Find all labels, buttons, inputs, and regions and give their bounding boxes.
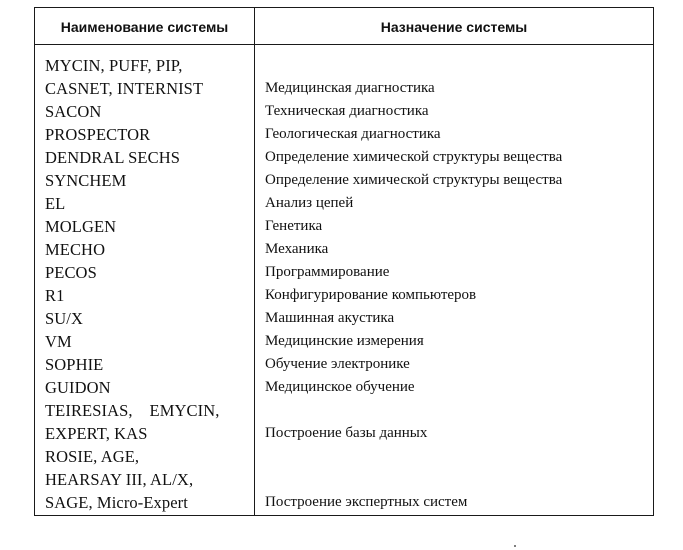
system-name: ROSIE, AGE,: [45, 447, 140, 466]
system-name: PECOS: [45, 263, 97, 282]
system-name: MYCIN, PUFF, PIP,: [45, 56, 183, 75]
system-name: TEIRESIAS, EMYCIN,: [45, 401, 220, 420]
table-body: [35, 54, 653, 514]
scan-speck: [514, 545, 516, 547]
system-purpose: Определение химической структуры вещества: [265, 172, 563, 188]
table-row: [35, 399, 653, 422]
table-row: [35, 54, 653, 77]
table-row: [35, 238, 653, 261]
system-name: EXPERT, KAS: [45, 424, 148, 443]
system-name: SACON: [45, 102, 102, 121]
table-row: [35, 445, 653, 468]
table-row: [35, 169, 653, 192]
table-row: [35, 468, 653, 491]
system-name: SYNCHEM: [45, 171, 127, 190]
system-purpose: Определение химической структуры вещества: [265, 149, 563, 165]
table-row: [35, 77, 653, 100]
table-row: [35, 192, 653, 215]
system-purpose: Медицинская диагностика: [265, 80, 435, 96]
table-row: [35, 284, 653, 307]
system-purpose: Построение базы данных: [265, 425, 428, 441]
system-name: HEARSAY III, AL/X,: [45, 470, 194, 489]
table-row: [35, 330, 653, 353]
system-name: VM: [45, 332, 72, 351]
header-divider: [35, 44, 653, 45]
system-purpose: Программирование: [265, 264, 390, 280]
table-row: [35, 261, 653, 284]
system-name: CASNET, INTERNIST: [45, 79, 204, 98]
table-row: [35, 491, 653, 514]
system-purpose: Медицинское обучение: [265, 379, 415, 395]
system-purpose: Техническая диагностика: [265, 103, 429, 119]
header-system-name: Наименование системы: [60, 19, 229, 35]
system-name: SU/X: [45, 309, 83, 328]
table-row: [35, 422, 653, 445]
system-purpose: Геологическая диагностика: [265, 126, 441, 142]
header-system-purpose: Назначение системы: [380, 19, 528, 35]
system-name: DENDRAL SECHS: [45, 148, 180, 167]
system-name: EL: [45, 194, 66, 213]
table-row: [35, 215, 653, 238]
system-purpose: Медицинские измерения: [265, 333, 424, 349]
table-row: [35, 100, 653, 123]
system-purpose: Обучение электронике: [265, 356, 410, 372]
system-purpose: Конфигурирование компьютеров: [265, 287, 477, 303]
system-purpose: Генетика: [265, 218, 323, 234]
system-purpose: Машинная акустика: [265, 310, 395, 326]
system-name: GUIDON: [45, 378, 111, 397]
system-name: MOLGEN: [45, 217, 117, 236]
table-row: [35, 376, 653, 399]
system-purpose: Построение экспертных систем: [265, 494, 468, 510]
table-row: [35, 353, 653, 376]
system-purpose: Механика: [265, 241, 329, 257]
system-name: PROSPECTOR: [45, 125, 151, 144]
table-row: [35, 123, 653, 146]
system-name: SAGE, Micro-Expert: [45, 493, 188, 512]
system-name: R1: [45, 286, 65, 305]
system-name: SOPHIE: [45, 355, 104, 374]
system-name: MECHO: [45, 240, 106, 259]
systems-table: [34, 7, 654, 516]
table-row: [35, 146, 653, 169]
system-purpose: Анализ цепей: [265, 195, 354, 211]
table-row: [35, 307, 653, 330]
